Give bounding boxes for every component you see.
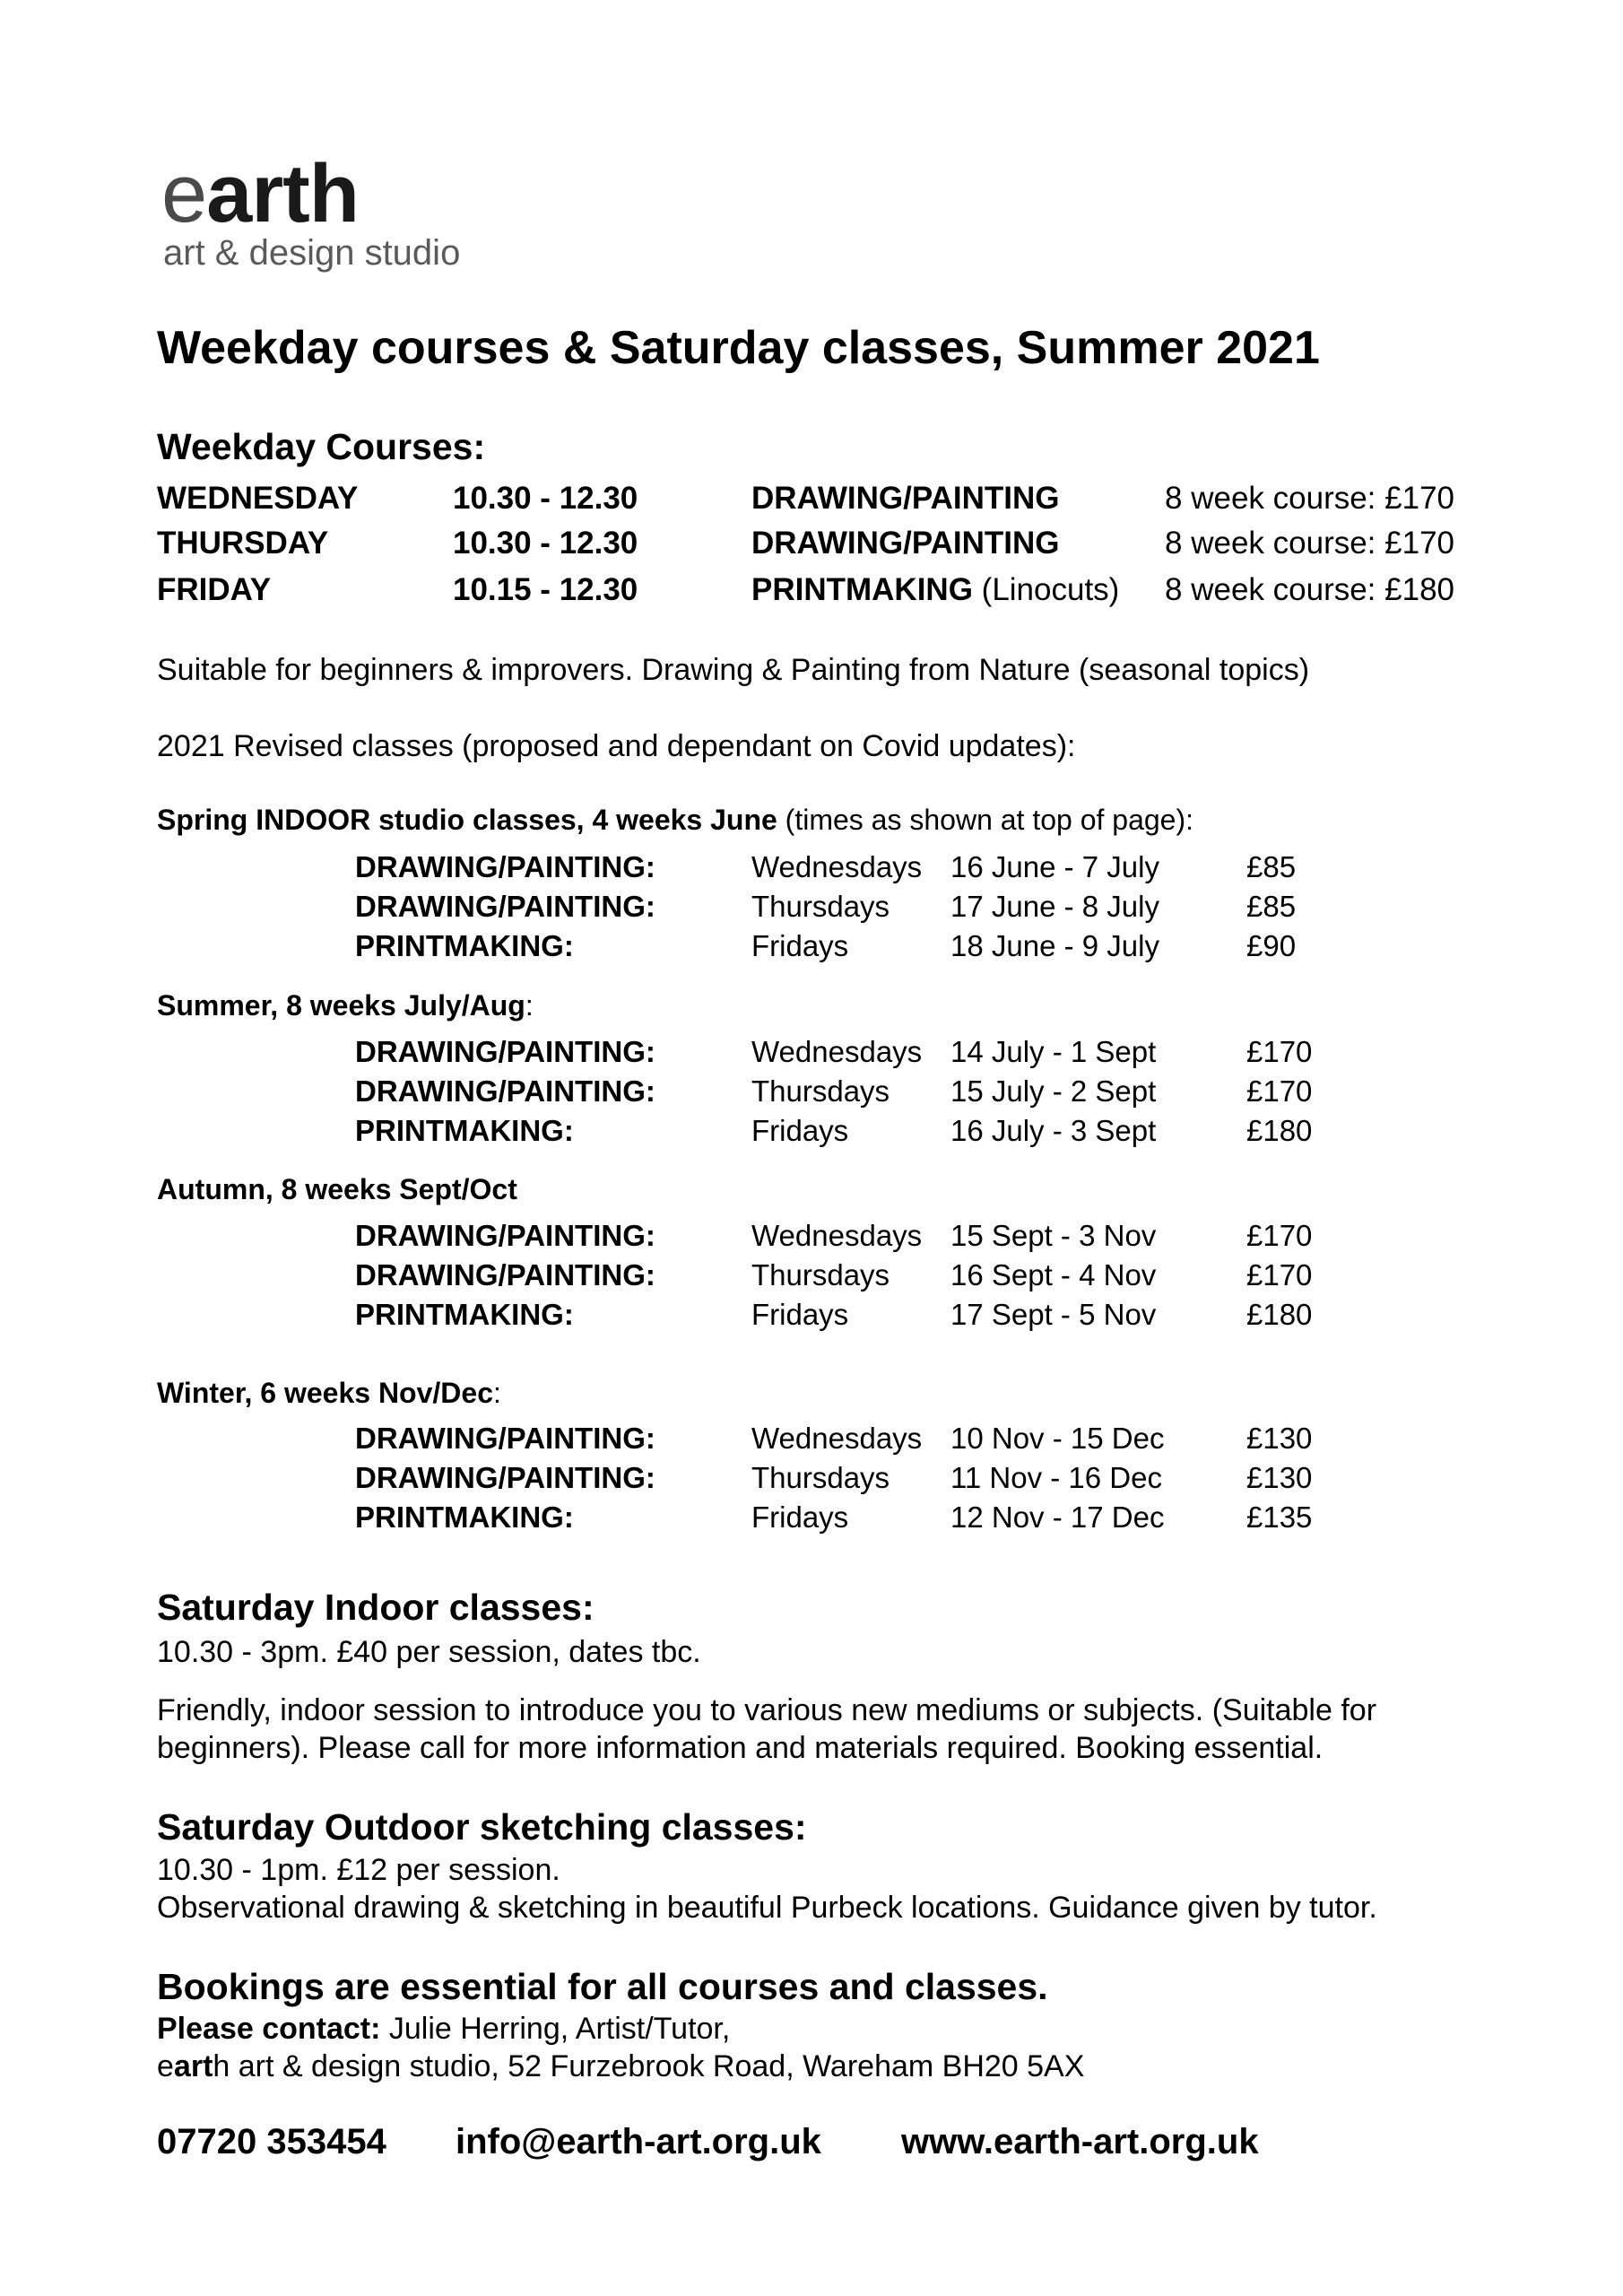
term-dates: 15 Sept - 3 Nov	[950, 1219, 1157, 1252]
term-price: £180	[1246, 1114, 1313, 1147]
term-course: PRINTMAKING:	[355, 1500, 574, 1534]
logo-prefix: e	[161, 148, 207, 239]
weekday-course: DRAWING/PAINTING	[751, 481, 1060, 516]
saturday-indoor-heading: Saturday Indoor classes:	[157, 1587, 595, 1628]
term-day: Fridays	[751, 1500, 849, 1534]
term-dates: 14 July - 1 Sept	[950, 1035, 1157, 1068]
term-course: PRINTMAKING:	[355, 1114, 574, 1147]
page-title: Weekday courses & Saturday classes, Summer 2021	[157, 322, 1320, 374]
term-heading: Summer, 8 weeks July/Aug:	[157, 989, 534, 1022]
saturday-indoor-times: 10.30 - 3pm. £40 per session, dates tbc.	[157, 1635, 701, 1669]
weekday-price: 8 week course: £170	[1165, 481, 1454, 516]
term-dates: 16 July - 3 Sept	[950, 1114, 1157, 1147]
weekday-heading: Weekday Courses:	[157, 426, 486, 467]
term-course: DRAWING/PAINTING:	[355, 850, 655, 883]
term-day: Fridays	[751, 1114, 849, 1147]
term-day: Wednesdays	[751, 1035, 923, 1068]
term-day: Thursdays	[751, 1461, 890, 1494]
website-link[interactable]: www.earth-art.org.uk	[901, 2122, 1259, 2161]
weekday-day: WEDNESDAY	[157, 481, 359, 516]
term-day: Thursdays	[751, 1074, 890, 1108]
term-price: £90	[1246, 929, 1297, 962]
term-course: DRAWING/PAINTING:	[355, 1258, 655, 1292]
term-dates: 16 June - 7 July	[950, 850, 1159, 883]
term-day: Thursdays	[751, 890, 890, 923]
term-day: Wednesdays	[751, 1422, 923, 1455]
term-heading: Winter, 6 weeks Nov/Dec:	[157, 1377, 501, 1409]
term-day: Wednesdays	[751, 1219, 923, 1252]
term-price: £170	[1246, 1258, 1313, 1292]
term-heading: Autumn, 8 weeks Sept/Oct	[157, 1173, 517, 1205]
term-price: £170	[1246, 1074, 1313, 1108]
term-day: Wednesdays	[751, 850, 923, 883]
term-price: £180	[1246, 1298, 1313, 1331]
term-heading: Spring INDOOR studio classes, 4 weeks June (times as shown at top of page):	[157, 804, 1194, 836]
term-course: DRAWING/PAINTING:	[355, 1461, 655, 1494]
weekday-day: FRIDAY	[157, 572, 272, 607]
term-course: DRAWING/PAINTING:	[355, 890, 655, 923]
weekday-price: 8 week course: £180	[1165, 572, 1454, 607]
term-dates: 10 Nov - 15 Dec	[950, 1422, 1165, 1455]
term-price: £135	[1246, 1500, 1313, 1534]
address-line: earth art & design studio, 52 Furzebrook Road, Wareham BH20 5AX	[157, 2049, 1085, 2083]
weekday-time: 10.15 - 12.30	[453, 572, 638, 607]
term-day: Thursdays	[751, 1258, 890, 1292]
phone-number: 07720 353454	[157, 2122, 386, 2161]
term-dates: 12 Nov - 17 Dec	[950, 1500, 1165, 1534]
term-dates: 16 Sept - 4 Nov	[950, 1258, 1157, 1292]
studio-logo	[161, 148, 359, 239]
logo-highlight: arth	[206, 148, 359, 239]
saturday-outdoor-times: 10.30 - 1pm. £12 per session.	[157, 1853, 560, 1887]
term-price: £130	[1246, 1422, 1313, 1455]
term-course: DRAWING/PAINTING:	[355, 1035, 655, 1068]
term-price: £85	[1246, 890, 1297, 923]
term-course: PRINTMAKING:	[355, 929, 574, 962]
term-price: £130	[1246, 1461, 1313, 1494]
saturday-outdoor-heading: Saturday Outdoor sketching classes:	[157, 1806, 807, 1848]
weekday-price: 8 week course: £170	[1165, 526, 1454, 561]
term-course: DRAWING/PAINTING:	[355, 1422, 655, 1455]
contact-line: Please contact: Julie Herring, Artist/Tutor,	[157, 2012, 731, 2046]
bookings-heading: Bookings are essential for all courses and classes.	[157, 1966, 1048, 2007]
term-dates: 18 June - 9 July	[950, 929, 1159, 962]
term-price: £170	[1246, 1035, 1313, 1068]
revised-text: 2021 Revised classes (proposed and dependant on Covid updates):	[157, 729, 1076, 763]
term-course: DRAWING/PAINTING:	[355, 1219, 655, 1252]
term-course: DRAWING/PAINTING:	[355, 1074, 655, 1108]
weekday-course: PRINTMAKING (Linocuts)	[751, 572, 1120, 607]
term-price: £85	[1246, 850, 1297, 883]
saturday-indoor-desc: Friendly, indoor session to introduce you to various new mediums or subjects. (Suitable for	[157, 1693, 1377, 1727]
weekday-time: 10.30 - 12.30	[453, 481, 638, 516]
term-price: £170	[1246, 1219, 1313, 1252]
term-dates: 11 Nov - 16 Dec	[950, 1461, 1162, 1494]
term-dates: 15 July - 2 Sept	[950, 1074, 1157, 1108]
term-course: PRINTMAKING:	[355, 1298, 574, 1331]
term-dates: 17 Sept - 5 Nov	[950, 1298, 1157, 1331]
term-dates: 17 June - 8 July	[950, 890, 1159, 923]
email-link[interactable]: info@earth-art.org.uk	[456, 2122, 821, 2161]
suitable-text: Suitable for beginners & improvers. Drawing & Painting from Nature (seasonal topics)	[157, 653, 1310, 687]
logo-subtitle: art & design studio	[163, 233, 461, 273]
term-day: Fridays	[751, 1298, 849, 1331]
weekday-course: DRAWING/PAINTING	[751, 526, 1060, 561]
saturday-indoor-desc: beginners). Please call for more information and materials required. Booking essential.	[157, 1731, 1324, 1765]
weekday-time: 10.30 - 12.30	[453, 526, 638, 561]
term-day: Fridays	[751, 929, 849, 962]
saturday-outdoor-desc: Observational drawing & sketching in beautiful Purbeck locations. Guidance given by tutor.	[157, 1891, 1377, 1925]
weekday-day: THURSDAY	[157, 526, 329, 561]
